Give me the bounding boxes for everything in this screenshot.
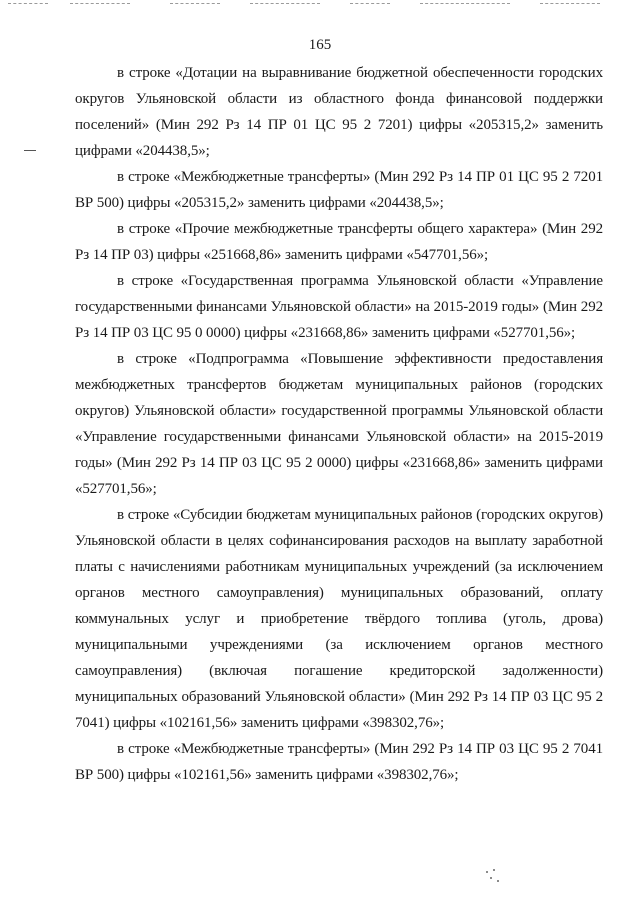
- scan-speck: [484, 868, 504, 884]
- margin-mark: [24, 150, 36, 151]
- document-body: [75, 60, 603, 788]
- paragraph: в строке «Государственная программа Ульяновской области «Управление государственными финансами Ульяновской области» на 2015-2019 годы» (Мин 292 Рз 14 ПР 03 ЦС 95 0 0000) цифры «231668,86» заменить цифрами «527701,56»;: [75, 273, 603, 341]
- paragraph: в строке «Прочие межбюджетные трансферты общего характера» (Мин 292 Рз 14 ПР 03) цифры «251668,86» заменить цифрами «547701,56»;: [75, 221, 603, 263]
- scan-artifact-top: [0, 0, 640, 14]
- paragraph: в строке «Дотации на выравнивание бюджетной обеспеченности городских округов Ульяновской области из областного фонда финансовой поддержки поселений» (Мин 292 Рз 14 ПР 01 ЦС 95 2 7201) цифры «205315,2» заменить цифрами «204438,5»;: [75, 65, 603, 159]
- paragraph: в строке «Межбюджетные трансферты» (Мин 292 Рз 14 ПР 01 ЦС 95 2 7201 ВР 500) цифры «205315,2» заменить цифрами «204438,5»;: [75, 169, 603, 211]
- paragraph: в строке «Субсидии бюджетам муниципальных районов (городских округов) Ульяновской области в целях софинансирования расходов на выплату заработной платы с начислениями работникам муниципальных учреждений (за исключением органов местного самоуправления) муниципальных образований, оплату коммунальных услуг и приобретение твёрдого топлива (уголь, дрова) муниципальными учреждениями (за исключением органов местного самоуправления) (включая погашение кредиторской задолженности) муниципальных образований Ульяновской области» (Мин 292 Рз 14 ПР 03 ЦС 95 2 7041) цифры «102161,56» заменить цифрами «398302,76»;: [75, 507, 603, 731]
- paragraph: в строке «Межбюджетные трансферты» (Мин 292 Рз 14 ПР 03 ЦС 95 2 7041 ВР 500) цифры «102161,56» заменить цифрами «398302,76»;: [75, 741, 603, 783]
- paragraph: в строке «Подпрограмма «Повышение эффективности предоставления межбюджетных трансфертов бюджетам муниципальных районов (городских округов) Ульяновской области» государственной программы Ульяновской области «Управление государственными финансами Ульяновской области» на 2015-2019 годы» (Мин 292 Рз 14 ПР 03 ЦС 95 2 0000) цифры «231668,86» заменить цифрами «527701,56»;: [75, 351, 603, 497]
- page-number: 165: [308, 37, 332, 53]
